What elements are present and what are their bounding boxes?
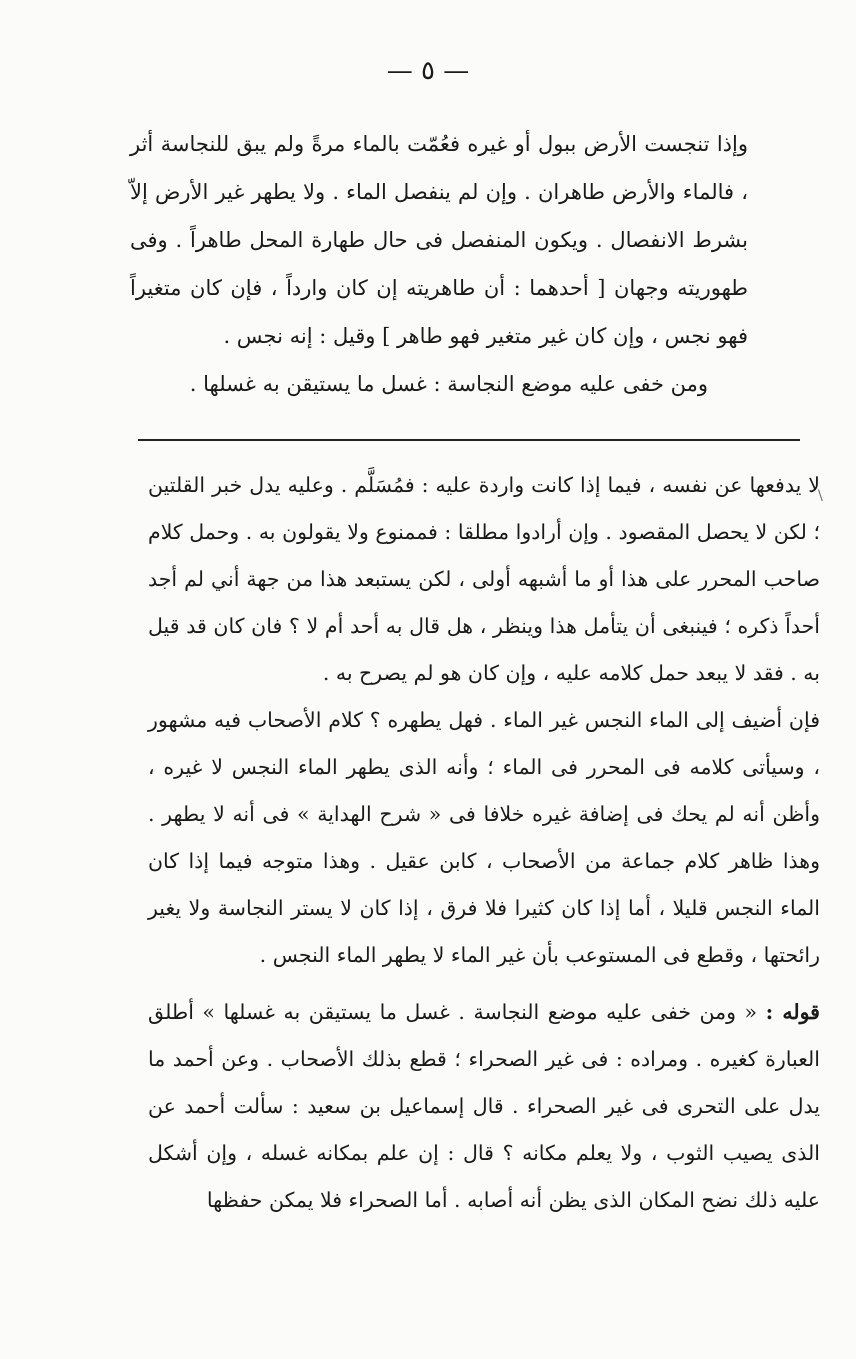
main-paragraph: ومن خفى عليه موضع النجاسة : غسل ما يستيقن به غسلها . — [189, 372, 708, 396]
commentary-lead: قوله : — [765, 1000, 820, 1024]
commentary-text: « ومن خفى عليه موضع النجاسة . غسل ما يستيقن به غسلها » أطلق العبارة كغيره . ومراده : فى غير الصحراء ؛ قطع بذلك الأصحاب . وعن أحمد ما يدل على التحرى فى غير الصحراء . قال إسماعيل بن سعيد : سألت أحمد عن الذى يصيب الثوب ، ولا يعلم مكانه ؟ قال : إن علم بمكانه غسله ، وإن أشكل عليه ذلك نضح المكان الذى يظن أنه أصابه . أما الصحراء فلا يمكن حفظها — [148, 1000, 820, 1212]
margin-mark: \ — [818, 488, 823, 504]
page-number: — ٥ — — [386, 56, 470, 86]
commentary-paragraph: فإن أضيف إلى الماء النجس غير الماء . فهل يطهره ؟ كلام الأصحاب فيه مشهور ، وسيأتى كلامه فى المحرر فى الماء ؛ وأنه الذى يطهر الماء النجس لا غيره ، وأظن أنه لم يحك فى إضافة غيره خلافا فى « شرح الهداية » فى أنه لا يطهر . وهذا ظاهر كلام جماعة من الأصحاب ، كابن عقيل . وهذا متوجه فيما إذا كان الماء النجس قليلا ، أما إذا كان كثيرا فلا فرق ، إذا كان لا يستر النجاسة ولا يغير رائحتها ، وقطع فى المستوعب بأن غير الماء لا يطهر الماء النجس . — [148, 708, 820, 967]
commentary-block — [148, 462, 820, 1224]
footnote-separator — [138, 439, 800, 441]
main-text-block — [130, 120, 748, 408]
main-paragraph: وإذا تنجست الأرض ببول أو غيره فعُمّت بالماء مرةً ولم يبق للنجاسة أثر ، فالماء والأرض طاهران . وإن لم ينفصل الماء . ولا يطهر غير الأرض إلاّ بشرط الانفصال . ويكون المنفصل فى حال طهارة المحل طاهراً . وفى طهوريته وجهان [ أحدهما : أن طاهريته إن كان وارداً ، فإن كان متغيراً فهو نجس ، وإن كان غير متغير فهو طاهر ] وقيل : إنه نجس . — [130, 132, 748, 348]
commentary-paragraph: لا يدفعها عن نفسه ، فيما إذا كانت واردة عليه : فمُسَلَّم . وعليه يدل خبر القلتين ؛ لكن لا يحصل المقصود . وإن أرادوا مطلقا : فممنوع ولا يقولون به . وحمل كلام صاحب المحرر على هذا أو ما أشبهه أولى ، لكن يستبعد هذا من جهة أني لم أجد أحداً ذكره ؛ فينبغى أن يتأمل هذا وينظر ، هل قال به أحد أم لا ؟ فان كان قد قيل به . فقد لا يبعد حمل كلامه عليه ، وإن كان هو لم يصرح به . — [148, 473, 820, 685]
commentary-paragraph — [148, 989, 820, 1224]
